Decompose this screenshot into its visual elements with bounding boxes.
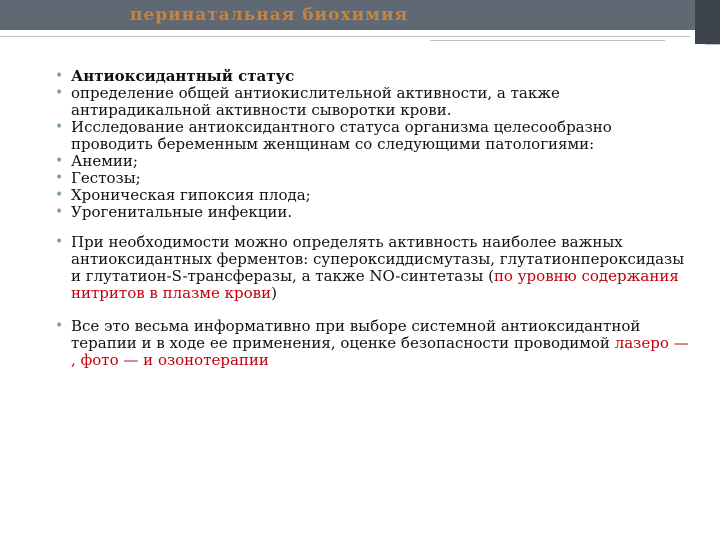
bullet-list-antioxidant bbox=[54, 68, 694, 221]
bullet-list-therapy bbox=[54, 318, 694, 369]
bullet-item bbox=[54, 318, 694, 369]
bullet-item: • Гестозы; bbox=[54, 170, 694, 187]
bullet-text: Все это весьма информативно при выборе системной антиоксидантной терапии и в ходе ее применения, оценке безопасности проводимой bbox=[71, 317, 641, 352]
highlight-text: лазеро — , фото — и озонотерапии bbox=[71, 334, 689, 369]
bullet-item: • определение общей антиокислительной активности, а также антирадикальной активности сыворотки крови. bbox=[54, 85, 694, 119]
bullet-text: При необходимости можно определять активность наиболее важных антиоксидантных ферментов: супероксиддисмутазы, глутатионпероксидазы и глутатион-S-трансферазы, а также NO-синтетазы ( bbox=[71, 233, 685, 285]
bullet-item: • Исследование антиоксидантного статуса организма целесообразно проводить беременным женщинам со следующими патологиями: bbox=[54, 119, 694, 153]
bullet-list-enzymes bbox=[54, 234, 694, 302]
bullet-item: • Анемии; bbox=[54, 153, 694, 170]
bullet-text-end: ) bbox=[271, 284, 277, 302]
bullet-item: • Урогенитальные инфекции. bbox=[54, 204, 694, 221]
header-divider bbox=[0, 36, 690, 37]
bullet-item: • Хроническая гипоксия плода; bbox=[54, 187, 694, 204]
bullet-heading: Антиоксидантный статус bbox=[71, 67, 295, 85]
header-divider-corner bbox=[705, 44, 720, 45]
bullet-item bbox=[54, 234, 694, 302]
header-divider-short bbox=[430, 40, 665, 41]
bullet-item bbox=[54, 68, 694, 85]
header-accent-block bbox=[695, 0, 720, 44]
highlight-text: по уровню содержания нитритов в плазме крови bbox=[71, 267, 679, 302]
slide-title: перинатальная биохимия bbox=[130, 5, 409, 25]
slide-body bbox=[54, 68, 694, 369]
